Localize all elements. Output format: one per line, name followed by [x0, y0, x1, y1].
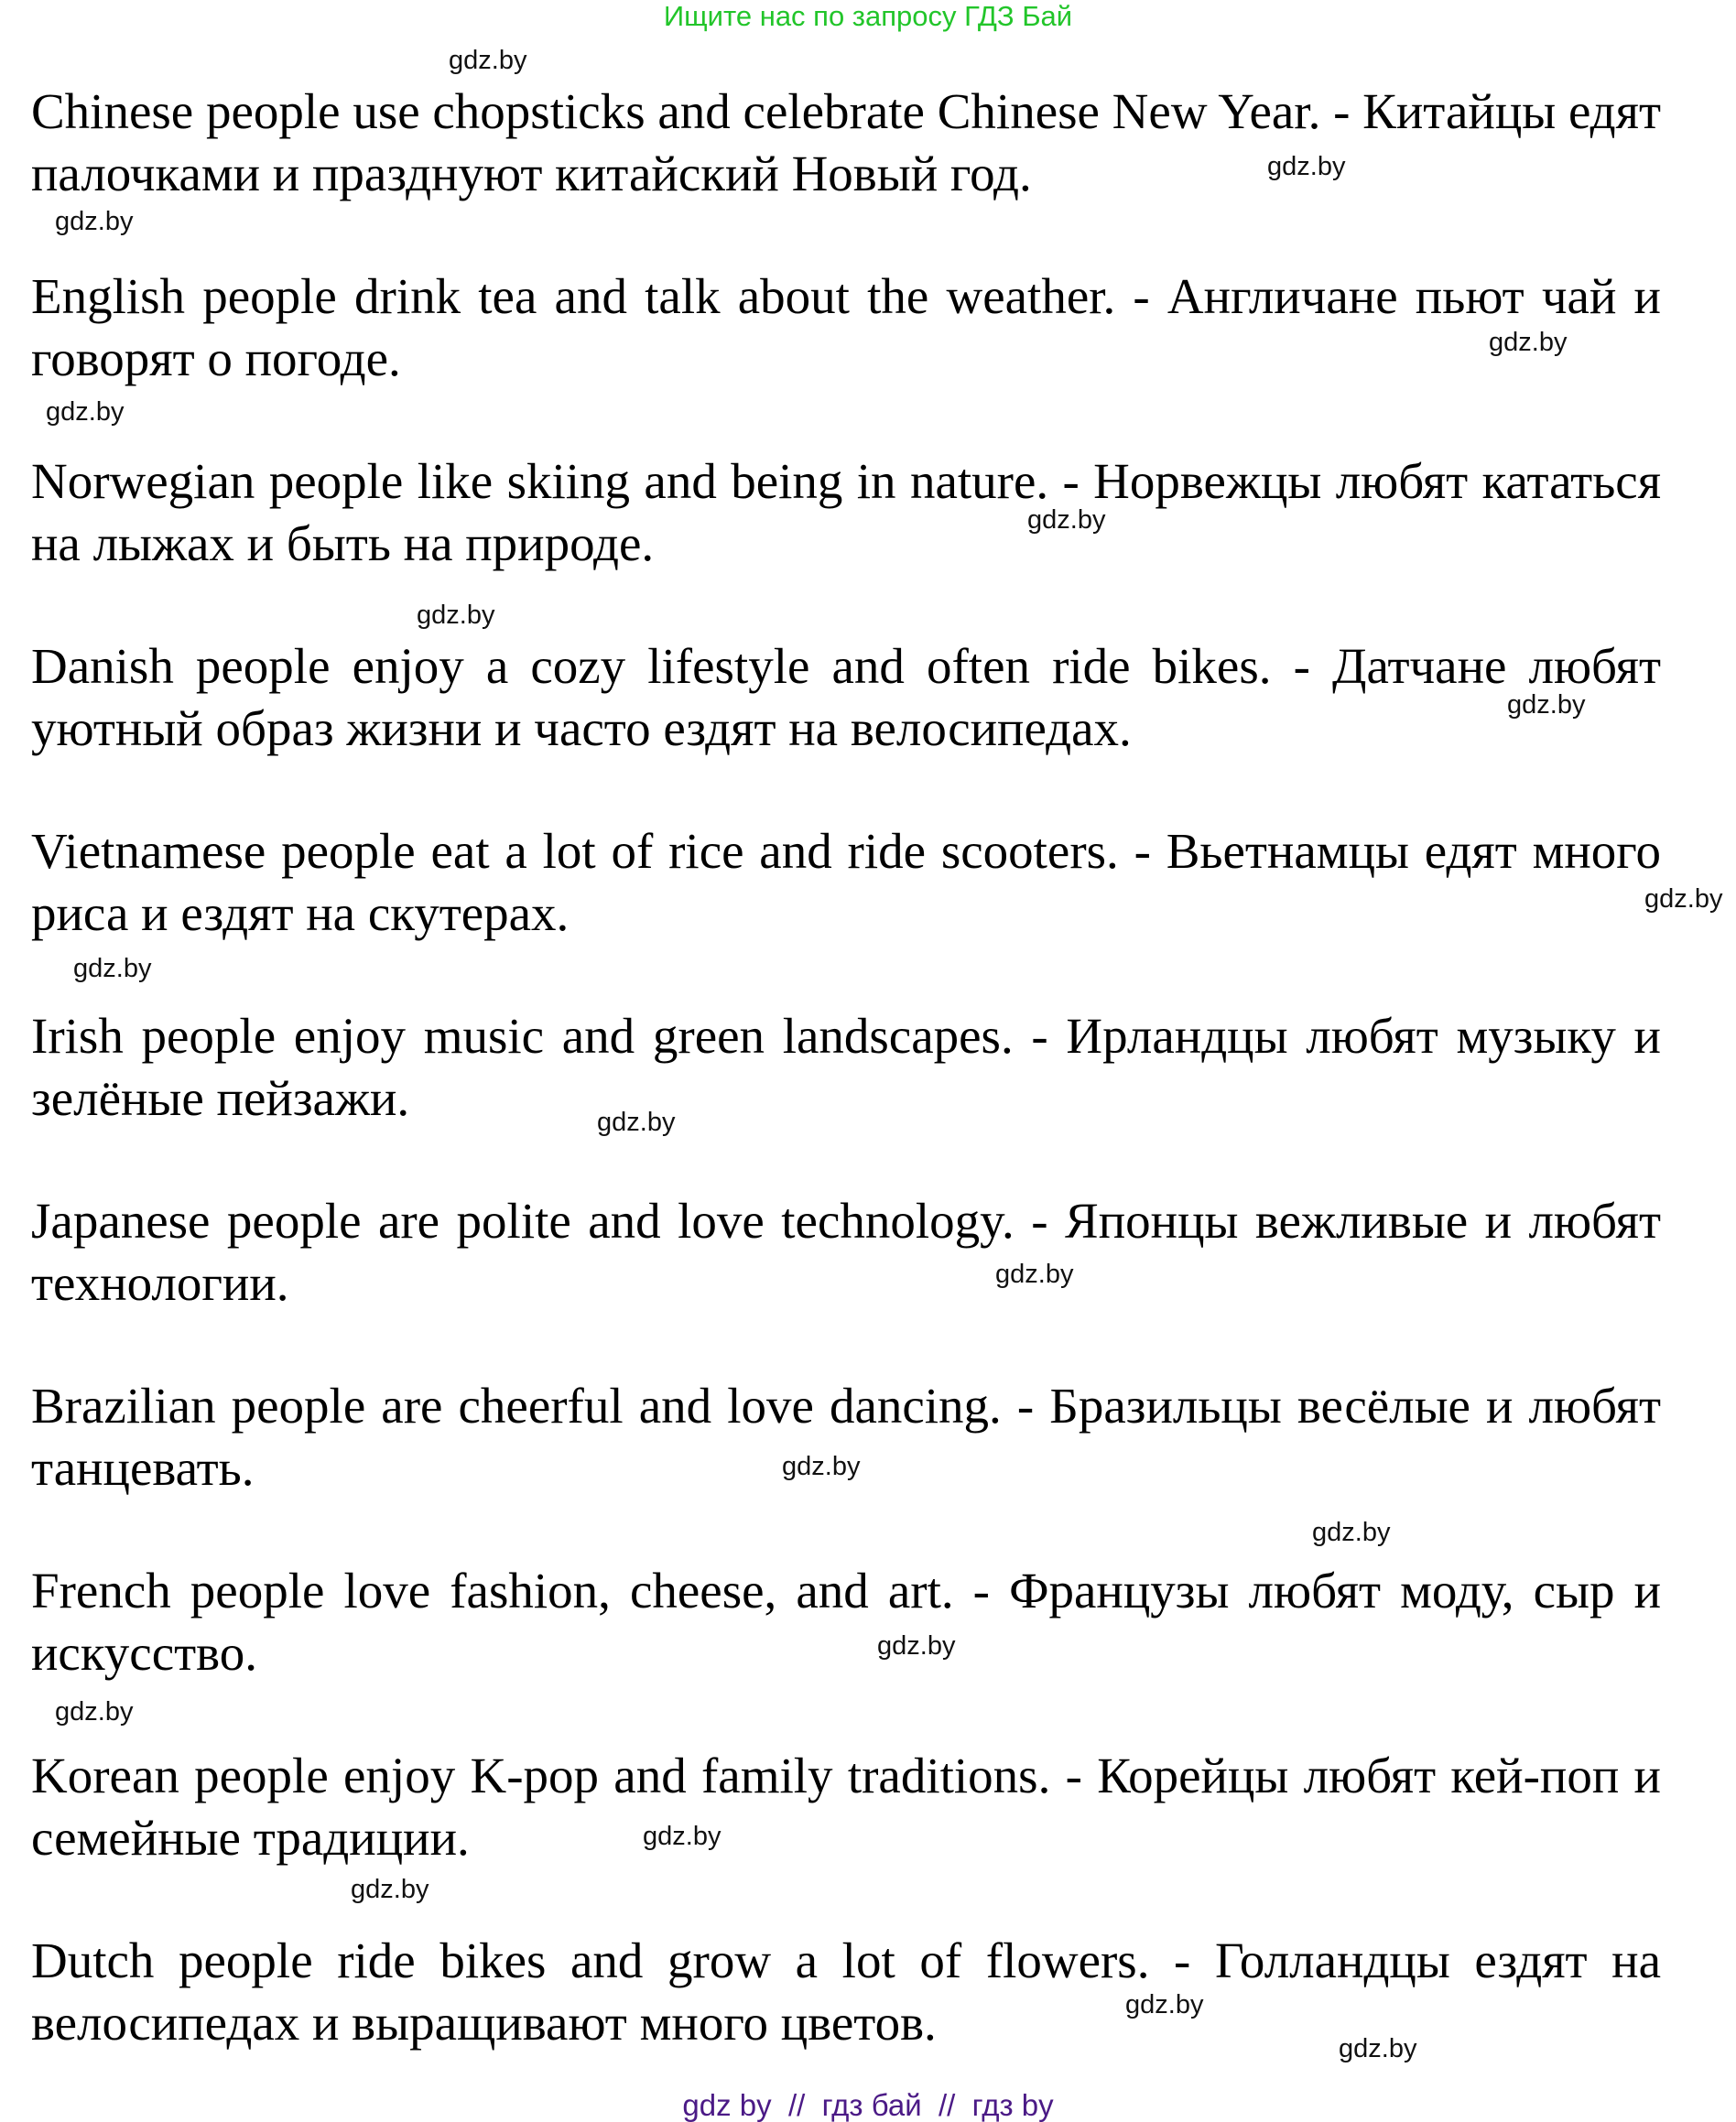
paragraph-norwegian: Norwegian people like skiing and being in nature. - Норвежцы любят кататься на лыжах и быть на природе. [31, 453, 1661, 571]
watermark: gdz.by [55, 207, 134, 236]
watermark: gdz.by [449, 46, 527, 75]
watermark: gdz.by [1312, 1518, 1391, 1547]
watermark: gdz.by [1339, 2034, 1417, 2063]
watermark: gdz.by [643, 1822, 722, 1851]
watermark: gdz.by [351, 1875, 429, 1904]
watermark: gdz.by [1507, 690, 1586, 720]
watermark: gdz.by [1125, 1990, 1204, 2019]
watermark: gdz.by [73, 954, 152, 983]
watermark: gdz.by [597, 1108, 676, 1137]
watermark: gdz.by [55, 1697, 134, 1727]
search-hint-title: Ищите нас по запросу ГДЗ Бай [663, 0, 1073, 32]
paragraph-korean: Korean people enjoy K-pop and family traditions. - Корейцы любят кей-поп и семейные традиции. [31, 1748, 1661, 1866]
watermark: gdz.by [1267, 152, 1346, 181]
watermark: gdz.by [1644, 884, 1723, 914]
watermark: gdz.by [782, 1452, 861, 1481]
paragraph-french: French people love fashion, cheese, and art. - Французы любят моду, сыр и искусство. [31, 1563, 1661, 1681]
footer-site-links: gdz by // гдз бай // гдз by [682, 2088, 1054, 2122]
watermark: gdz.by [417, 601, 495, 630]
paragraph-english: English people drink tea and talk about the weather. - Англичане пьют чай и говорят о погоде. [31, 268, 1661, 386]
paragraph-danish: Danish people enjoy a cozy lifestyle and often ride bikes. - Датчане любят уютный образ жизни и часто ездят на велосипедах. [31, 638, 1661, 756]
paragraph-vietnamese: Vietnamese people eat a lot of rice and ride scooters. - Вьетнамцы едят много риса и ездят на скутерах. [31, 823, 1661, 941]
paragraph-irish: Irish people enjoy music and green landscapes. - Ирландцы любят музыку и зелёные пейзажи. [31, 1008, 1661, 1126]
paragraph-chinese: Chinese people use chopsticks and celebrate Chinese New Year. - Китайцы едят палочками и празднуют китайский Новый год. [31, 83, 1661, 201]
watermark: gdz.by [46, 397, 125, 427]
watermark: gdz.by [995, 1260, 1074, 1289]
watermark: gdz.by [877, 1631, 956, 1661]
paragraph-japanese: Japanese people are polite and love technology. - Японцы вежливые и любят технологии. [31, 1193, 1661, 1311]
watermark: gdz.by [1027, 505, 1106, 535]
paragraph-brazilian: Brazilian people are cheerful and love dancing. - Бразильцы весёлые и любят танцевать. [31, 1378, 1661, 1496]
paragraph-dutch: Dutch people ride bikes and grow a lot of flowers. - Голландцы ездят на велосипедах и выращивают много цветов. [31, 1933, 1661, 2051]
watermark: gdz.by [1489, 328, 1568, 357]
